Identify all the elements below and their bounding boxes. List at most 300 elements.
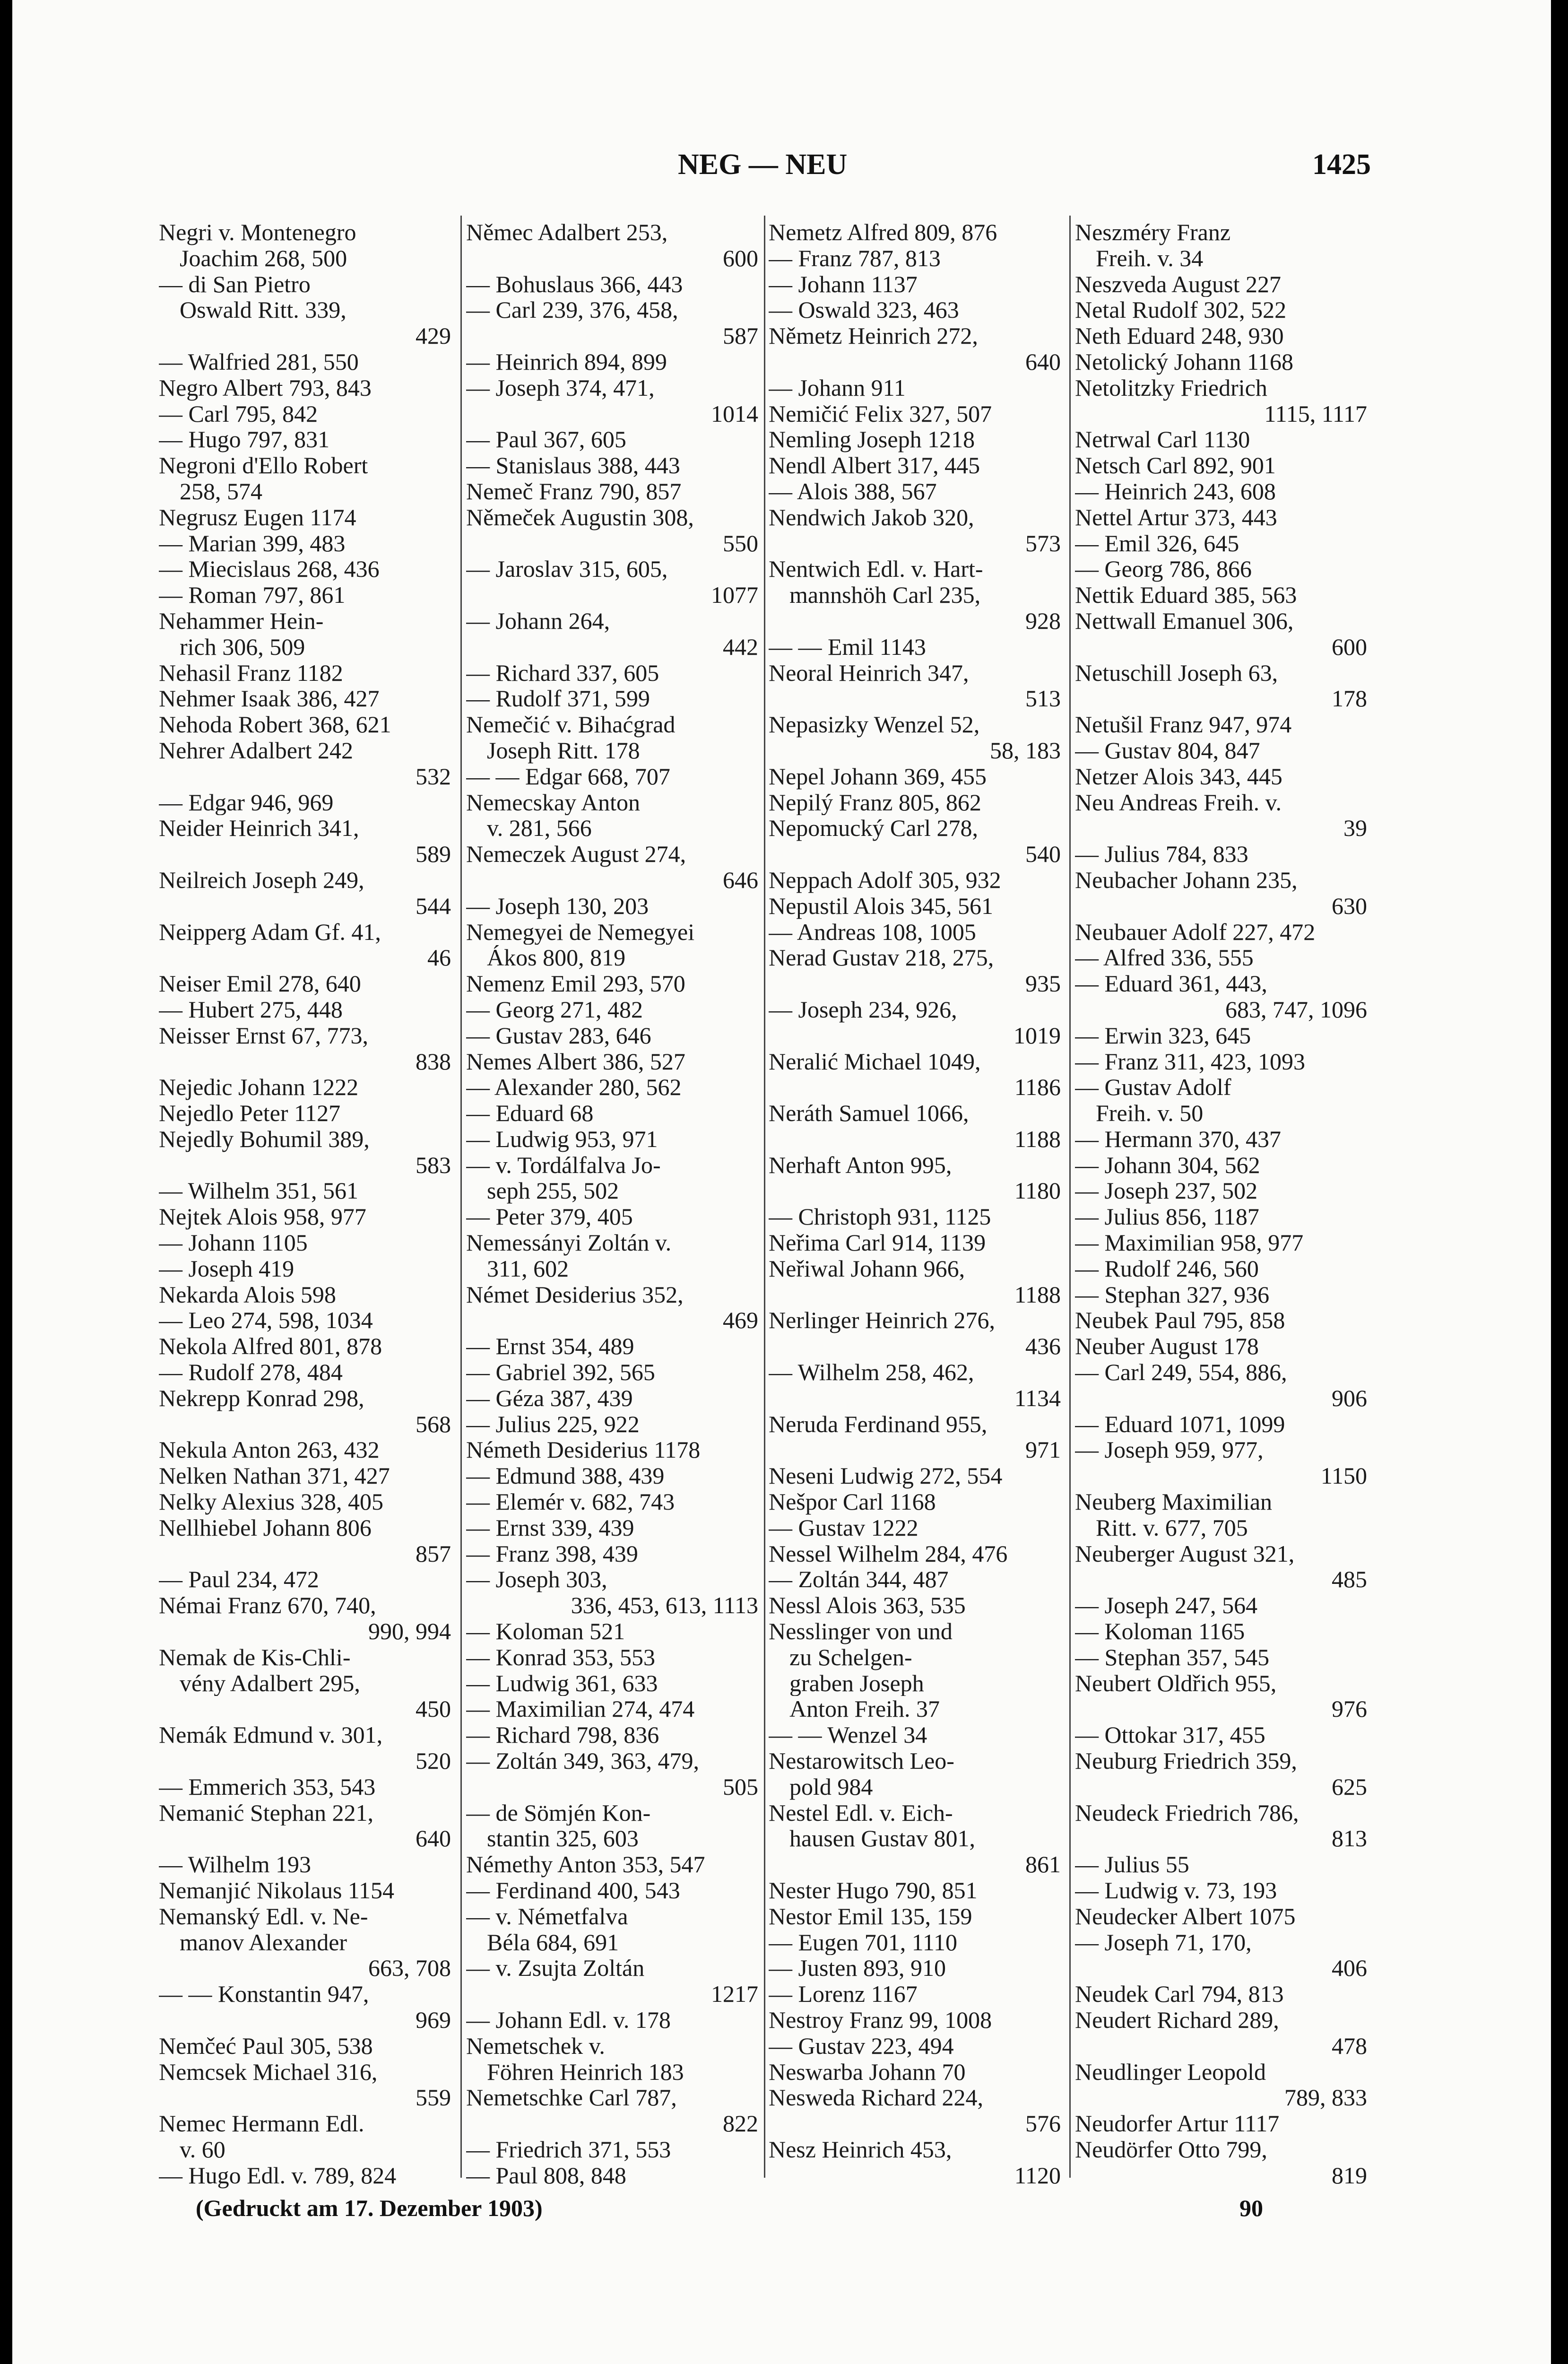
entry-line: Neoral Heinrich 347,	[769, 660, 969, 686]
entry-line: — di San Pietro	[159, 271, 311, 297]
index-entry	[466, 919, 758, 971]
entry-line: Föhren Heinrich 183	[487, 2059, 684, 2085]
index-column-3	[769, 219, 1061, 2189]
index-entry	[159, 1126, 451, 1178]
entry-line: — Friedrich 371, 553	[466, 2136, 671, 2163]
entry-line: Netolitzky Friedrich	[1075, 374, 1267, 401]
entry-line: Neralić Michael 1049,	[769, 1048, 981, 1075]
entry-line: — Roman 797, 861	[159, 582, 346, 608]
index-entry	[466, 219, 758, 271]
entry-line: Nehmer Isaak 386, 427	[159, 686, 380, 712]
index-entry	[466, 1333, 758, 1359]
entry-line: — Gustav 283, 646	[466, 1022, 651, 1049]
entry-page-refs: 663, 708	[368, 1955, 451, 1982]
entry-line: pold 984	[789, 1773, 873, 1800]
entry-line: — Heinrich 243, 608	[1075, 478, 1276, 504]
entry-page-refs: 969	[416, 2007, 451, 2033]
entry-line: Nekula Anton 263, 432	[159, 1437, 380, 1463]
index-entry	[769, 1541, 1061, 1567]
index-entry	[1075, 1023, 1367, 1049]
entry-line: — Joseph 237, 502	[1075, 1178, 1258, 1204]
entry-line: — — Wenzel 34	[769, 1722, 927, 1748]
entry-line: — Joseph 130, 203	[466, 893, 649, 919]
entry-line: — Richard 798, 836	[466, 1722, 659, 1748]
entry-page-refs: 1150	[1320, 1463, 1367, 1489]
entry-line: — Wilhelm 351, 561	[159, 1178, 359, 1204]
entry-page-refs: 429	[416, 323, 451, 349]
index-entry	[159, 401, 451, 427]
entry-line: — Joseph 71, 170,	[1075, 1929, 1252, 1956]
entry-line: Netsch Carl 892, 901	[1075, 452, 1276, 478]
entry-line: v. 281, 566	[487, 815, 592, 842]
index-entry	[769, 1411, 1061, 1463]
index-entry	[1075, 478, 1367, 504]
entry-line: — Rudolf 371, 599	[466, 686, 650, 712]
entry-line: — Hugo 797, 831	[159, 426, 330, 453]
entry-line: Neudek Carl 794, 813	[1075, 1981, 1284, 2007]
entry-line: — Gustav 804, 847	[1075, 737, 1260, 764]
column-divider	[764, 216, 765, 2178]
index-entry	[159, 556, 451, 582]
index-entry	[769, 815, 1061, 867]
entry-line: Neubert Oldřich 955,	[1075, 1670, 1277, 1696]
entry-line: Joseph Ritt. 178	[487, 737, 640, 764]
entry-line: Neřima Carl 914, 1139	[769, 1230, 986, 1256]
index-entry	[466, 1023, 758, 1049]
entry-line: — v. Zsujta Zoltán	[466, 1955, 645, 1982]
index-entry	[769, 2059, 1061, 2085]
index-entry	[159, 426, 451, 452]
running-header: NEG — NEU	[678, 148, 848, 181]
entry-line: Neth Eduard 248, 930	[1075, 323, 1284, 349]
index-entry	[1075, 2059, 1367, 2111]
entry-line: — Edgar 946, 969	[159, 789, 334, 816]
entry-page-refs: 46	[427, 945, 451, 971]
entry-line: — Rudolf 278, 484	[159, 1359, 343, 1385]
entry-page-refs: 1217	[711, 1981, 758, 2007]
index-entry	[466, 1670, 758, 1696]
entry-line: Nekola Alfred 801, 878	[159, 1333, 382, 1360]
entry-page-refs: 478	[1332, 2033, 1367, 2059]
entry-page-refs: 436	[1025, 1333, 1061, 1360]
entry-line: — Julius 784, 833	[1075, 841, 1248, 867]
entry-line: Nendwich Jakob 320,	[769, 504, 974, 530]
index-entry	[466, 1696, 758, 1722]
index-entry	[1075, 1541, 1367, 1593]
entry-line: — Konrad 353, 553	[466, 1644, 655, 1670]
index-entry	[159, 1903, 451, 1981]
entry-page-refs: 1188	[1014, 1281, 1061, 1308]
index-entry	[466, 608, 758, 660]
index-entry	[1075, 1049, 1367, 1075]
entry-line: — Johann 1137	[769, 271, 918, 297]
entry-page-refs: 469	[723, 1307, 758, 1334]
entry-line: — Hermann 370, 437	[1075, 1126, 1282, 1152]
index-entry	[159, 1592, 451, 1644]
index-entry	[466, 1877, 758, 1903]
index-entry	[466, 2137, 758, 2163]
entry-page-refs: 544	[416, 893, 451, 919]
index-entry	[159, 1800, 451, 1852]
entry-line: Neuberger August 321,	[1075, 1540, 1295, 1567]
index-entry	[769, 1230, 1061, 1256]
entry-line: — Maximilian 274, 474	[466, 1696, 695, 1722]
entry-line: — Franz 787, 813	[769, 245, 941, 271]
entry-page-refs: 520	[416, 1748, 451, 1774]
entry-line: Nestarowitsch Leo-	[769, 1748, 954, 1774]
entry-line: 311, 602	[487, 1255, 569, 1282]
index-entry	[769, 1204, 1061, 1230]
index-entry	[466, 1411, 758, 1437]
entry-line: Neuburg Friedrich 359,	[1075, 1748, 1297, 1774]
index-entry	[466, 1126, 758, 1152]
index-entry	[1075, 297, 1367, 323]
entry-line: Neszméry Franz	[1075, 219, 1231, 245]
entry-line: — Ludwig 361, 633	[466, 1670, 658, 1696]
index-entry	[159, 1359, 451, 1385]
index-entry	[1075, 323, 1367, 349]
entry-line: Freih. v. 50	[1096, 1100, 1204, 1126]
index-entry	[769, 893, 1061, 919]
index-entry	[1075, 1722, 1367, 1748]
entry-line: Nestel Edl. v. Eich-	[769, 1799, 953, 1826]
index-column-4	[1075, 219, 1367, 2189]
index-entry	[769, 2137, 1061, 2189]
index-entry	[159, 608, 451, 660]
index-entry	[1075, 1877, 1367, 1903]
index-entry	[159, 1023, 451, 1075]
entry-line: Ritt. v. 677, 705	[1096, 1514, 1248, 1541]
index-entry	[769, 1515, 1061, 1541]
entry-page-refs: 1115, 1117	[1264, 400, 1367, 427]
entry-page-refs: 861	[1025, 1851, 1061, 1877]
index-entry	[159, 971, 451, 997]
entry-line: Neuber August 178	[1075, 1333, 1259, 1360]
index-entry	[1075, 1800, 1367, 1852]
index-entry	[769, 245, 1061, 271]
index-entry	[159, 1333, 451, 1359]
index-entry	[1075, 1126, 1367, 1152]
index-entry	[466, 1515, 758, 1541]
entry-line: — Koloman 521	[466, 1618, 625, 1644]
index-entry	[769, 867, 1061, 893]
entry-line: — Gabriel 392, 565	[466, 1359, 655, 1385]
index-entry	[466, 1618, 758, 1644]
entry-page-refs: 587	[723, 323, 758, 349]
index-entry	[159, 1981, 451, 2033]
entry-page-refs: 336, 453, 613, 1113	[571, 1592, 758, 1619]
index-entry	[466, 660, 758, 686]
index-entry	[159, 1774, 451, 1800]
entry-line: — Carl 239, 376, 458,	[466, 297, 678, 323]
index-entry	[466, 1903, 758, 1956]
entry-page-refs: 906	[1332, 1385, 1367, 1411]
index-entry	[769, 764, 1061, 790]
index-entry	[159, 1644, 451, 1722]
index-entry	[159, 2059, 451, 2111]
entry-line: — Franz 398, 439	[466, 1540, 638, 1567]
entry-line: Neudlinger Leopold	[1075, 2059, 1266, 2085]
entry-line: 258, 574	[180, 478, 262, 504]
index-entry	[769, 2085, 1061, 2137]
index-entry	[466, 426, 758, 452]
entry-line: — Joseph 234, 926,	[769, 996, 957, 1023]
entry-line: hausen Gustav 801,	[789, 1825, 975, 1852]
entry-line: Nelky Alexius 328, 405	[159, 1489, 383, 1515]
index-entry	[769, 504, 1061, 556]
entry-line: Neipperg Adam Gf. 41,	[159, 919, 381, 945]
print-date-note: (Gedruckt am 17. Dezember 1903)	[196, 2195, 543, 2221]
index-entry	[466, 1230, 758, 1282]
entry-line: — Wilhelm 258, 462,	[769, 1359, 974, 1385]
entry-line: Neppach Adolf 305, 932	[769, 867, 1001, 893]
index-entry	[1075, 426, 1367, 452]
index-entry	[466, 349, 758, 375]
index-entry	[1075, 452, 1367, 478]
index-entry	[466, 504, 758, 556]
entry-line: — Stephan 357, 545	[1075, 1644, 1270, 1670]
index-entry	[159, 582, 451, 608]
entry-line: — Paul 367, 605	[466, 426, 626, 453]
index-entry	[1075, 1204, 1367, 1230]
index-entry	[769, 1981, 1061, 2007]
entry-line: zu Schelgen-	[789, 1644, 912, 1670]
index-entry	[466, 1152, 758, 1204]
entry-page-refs: 928	[1025, 608, 1061, 634]
index-entry	[769, 426, 1061, 452]
entry-line: — Eugen 701, 1110	[769, 1929, 958, 1956]
entry-line: — Alexander 280, 562	[466, 1074, 682, 1101]
entry-line: — Gustav Adolf	[1075, 1074, 1231, 1101]
index-entry	[159, 1074, 451, 1100]
index-entry	[769, 297, 1061, 323]
index-entry	[1075, 582, 1367, 608]
entry-line: — Richard 337, 605	[466, 660, 659, 686]
index-entry	[159, 815, 451, 867]
index-entry	[769, 945, 1061, 997]
index-entry	[1075, 1230, 1367, 1256]
entry-page-refs: 406	[1332, 1955, 1367, 1982]
entry-line: Nemetschek v.	[466, 2033, 605, 2059]
entry-line: Netolický Johann 1168	[1075, 348, 1293, 375]
entry-line: Nesweda Richard 224,	[769, 2085, 984, 2111]
index-entry	[769, 1929, 1061, 1956]
index-entry	[159, 1566, 451, 1592]
index-entry	[769, 323, 1061, 375]
page-number: 1425	[1312, 148, 1371, 181]
entry-page-refs: 573	[1025, 530, 1061, 556]
entry-line: — Ludwig v. 73, 193	[1075, 1877, 1277, 1903]
index-entry	[769, 556, 1061, 634]
entry-line: Neuberg Maximilian	[1075, 1489, 1273, 1515]
index-entry	[159, 712, 451, 738]
index-entry	[1075, 1282, 1367, 1308]
index-entry	[466, 1463, 758, 1489]
entry-line: mannshöh Carl 235,	[789, 582, 981, 608]
entry-line: — Lorenz 1167	[769, 1981, 918, 2007]
entry-page-refs: 58, 183	[990, 737, 1061, 764]
entry-line: — — Edgar 668, 707	[466, 763, 670, 790]
entry-line: Neudert Richard 289,	[1075, 2007, 1279, 2033]
entry-page-refs: 789, 833	[1284, 2085, 1367, 2111]
entry-line: Nerlinger Heinrich 276,	[769, 1307, 996, 1334]
entry-line: Nehammer Hein-	[159, 608, 324, 634]
entry-line: — Alois 388, 567	[769, 478, 937, 504]
entry-line: Nestor Emil 135, 159	[769, 1903, 972, 1929]
index-entry	[769, 1903, 1061, 1929]
entry-line: Nelken Nathan 371, 427	[159, 1463, 390, 1489]
index-entry	[769, 1489, 1061, 1515]
entry-line: — de Sömjén Kon-	[466, 1799, 651, 1826]
entry-line: — Eduard 1071, 1099	[1075, 1411, 1285, 1437]
entry-page-refs: 583	[416, 1152, 451, 1178]
signature-number: 90	[1239, 2195, 1263, 2221]
index-entry	[159, 738, 451, 790]
entry-line: Neubek Paul 795, 858	[1075, 1307, 1285, 1334]
entry-line: Oswald Ritt. 339,	[180, 297, 347, 323]
index-entry	[1075, 1152, 1367, 1178]
entry-line: Joachim 268, 500	[180, 245, 347, 271]
entry-page-refs: 857	[416, 1540, 451, 1567]
index-entry	[1075, 1592, 1367, 1618]
entry-line: — Eduard 68	[466, 1100, 594, 1126]
entry-line: Neudeck Friedrich 786,	[1075, 1799, 1299, 1826]
index-entry	[159, 1282, 451, 1308]
index-entry	[466, 712, 758, 764]
entry-line: — Elemér v. 682, 743	[466, 1489, 675, 1515]
entry-line: Neubauer Adolf 227, 472	[1075, 919, 1316, 945]
entry-line: — Emil 326, 645	[1075, 530, 1239, 556]
column-divider	[460, 216, 462, 2178]
index-entry	[1075, 1307, 1367, 1333]
index-entry	[1075, 1333, 1367, 1359]
entry-page-refs: 576	[1025, 2111, 1061, 2137]
index-entry	[1075, 504, 1367, 530]
entry-line: Nemetz Alfred 809, 876	[769, 219, 997, 245]
entry-line: — Géza 387, 439	[466, 1385, 633, 1411]
entry-line: Nessel Wilhelm 284, 476	[769, 1540, 1008, 1567]
entry-line: Nejedic Johann 1222	[159, 1074, 359, 1101]
entry-page-refs: 1188	[1014, 1126, 1061, 1152]
index-entry	[466, 1282, 758, 1334]
index-entry	[1075, 738, 1367, 764]
entry-line: Nejtek Alois 958, 977	[159, 1204, 366, 1230]
index-entry	[466, 375, 758, 427]
index-entry	[769, 2007, 1061, 2033]
index-entry	[159, 867, 451, 919]
entry-line: Némethy Anton 353, 547	[466, 1851, 705, 1877]
index-entry	[769, 660, 1061, 712]
index-entry	[159, 1100, 451, 1126]
index-entry	[466, 1955, 758, 2007]
entry-line: Neszveda August 227	[1075, 271, 1282, 297]
entry-line: — Johann 264,	[466, 608, 610, 634]
entry-line: Neu Andreas Freih. v.	[1075, 789, 1282, 816]
index-entry	[466, 452, 758, 478]
index-entry	[466, 1437, 758, 1463]
entry-line: Nepilý Franz 805, 862	[769, 789, 981, 816]
entry-page-refs: 442	[723, 634, 758, 660]
index-entry	[159, 1204, 451, 1230]
index-entry	[159, 219, 451, 271]
entry-page-refs: 1186	[1014, 1074, 1061, 1101]
entry-line: Nesslinger von und	[769, 1618, 953, 1644]
entry-line: — Jaroslav 315, 605,	[466, 556, 668, 582]
entry-line: v. 60	[180, 2136, 225, 2163]
entry-line: manov Alexander	[180, 1929, 347, 1956]
entry-line: — Ernst 339, 439	[466, 1514, 634, 1541]
entry-line: Nekrepp Konrad 298,	[159, 1385, 364, 1411]
index-entry	[769, 997, 1061, 1049]
index-entry	[466, 556, 758, 608]
entry-line: seph 255, 502	[487, 1178, 619, 1204]
index-entry	[159, 1230, 451, 1256]
entry-page-refs: 976	[1332, 1696, 1367, 1722]
entry-page-refs: 630	[1332, 893, 1367, 919]
entry-page-refs: 559	[416, 2085, 451, 2111]
index-entry	[466, 686, 758, 712]
index-entry	[769, 1100, 1061, 1152]
entry-line: Nentwich Edl. v. Hart-	[769, 556, 983, 582]
entry-page-refs: 1077	[711, 582, 758, 608]
index-entry	[769, 478, 1061, 504]
entry-line: Netzer Alois 343, 445	[1075, 763, 1282, 790]
entry-line: — Julius 55	[1075, 1851, 1189, 1877]
index-column-2	[466, 219, 758, 2189]
index-entry	[159, 2033, 451, 2059]
entry-line: rich 306, 509	[180, 634, 305, 660]
index-entry	[1075, 764, 1367, 790]
entry-line: — v. Tordálfalva Jo-	[466, 1152, 661, 1178]
entry-line: Neruda Ferdinand 955,	[769, 1411, 988, 1437]
index-entry	[466, 1748, 758, 1800]
entry-line: Anton Freih. 37	[789, 1696, 940, 1722]
index-entry	[159, 271, 451, 349]
entry-page-refs: 532	[416, 763, 451, 790]
index-entry	[466, 1851, 758, 1877]
entry-page-refs: 540	[1025, 841, 1061, 867]
index-entry	[769, 1152, 1061, 1204]
entry-line: — Ottokar 317, 455	[1075, 1722, 1265, 1748]
entry-line: Nettik Eduard 385, 563	[1075, 582, 1297, 608]
entry-page-refs: 589	[416, 841, 451, 867]
index-entry	[1075, 1178, 1367, 1204]
index-entry	[159, 530, 451, 556]
entry-line: Nemanjić Nikolaus 1154	[159, 1877, 395, 1903]
entry-line: — Rudolf 246, 560	[1075, 1255, 1259, 1282]
entry-line: — Stanislaus 388, 443	[466, 452, 680, 478]
entry-page-refs: 640	[1025, 348, 1061, 375]
index-entry	[159, 1178, 451, 1204]
entry-line: Němetz Heinrich 272,	[769, 323, 978, 349]
entry-line: Némai Franz 670, 740,	[159, 1592, 376, 1619]
entry-line: Nessl Alois 363, 535	[769, 1592, 966, 1619]
index-entry	[769, 919, 1061, 945]
entry-line: Nemeč Franz 790, 857	[466, 478, 682, 504]
entry-line: — Johann 1105	[159, 1230, 308, 1256]
entry-line: Negrusz Eugen 1174	[159, 504, 356, 530]
entry-page-refs: 485	[1332, 1566, 1367, 1593]
entry-line: Németh Desiderius 1178	[466, 1437, 701, 1463]
entry-page-refs: 1019	[1014, 1022, 1061, 1049]
entry-page-refs: 819	[1332, 2162, 1367, 2189]
index-entry	[769, 1307, 1061, 1359]
index-entry	[1075, 1618, 1367, 1644]
entry-page-refs: 838	[416, 1048, 451, 1075]
index-entry	[769, 1256, 1061, 1308]
index-entry	[769, 1877, 1061, 1903]
entry-line: Neudörfer Otto 799,	[1075, 2136, 1267, 2163]
